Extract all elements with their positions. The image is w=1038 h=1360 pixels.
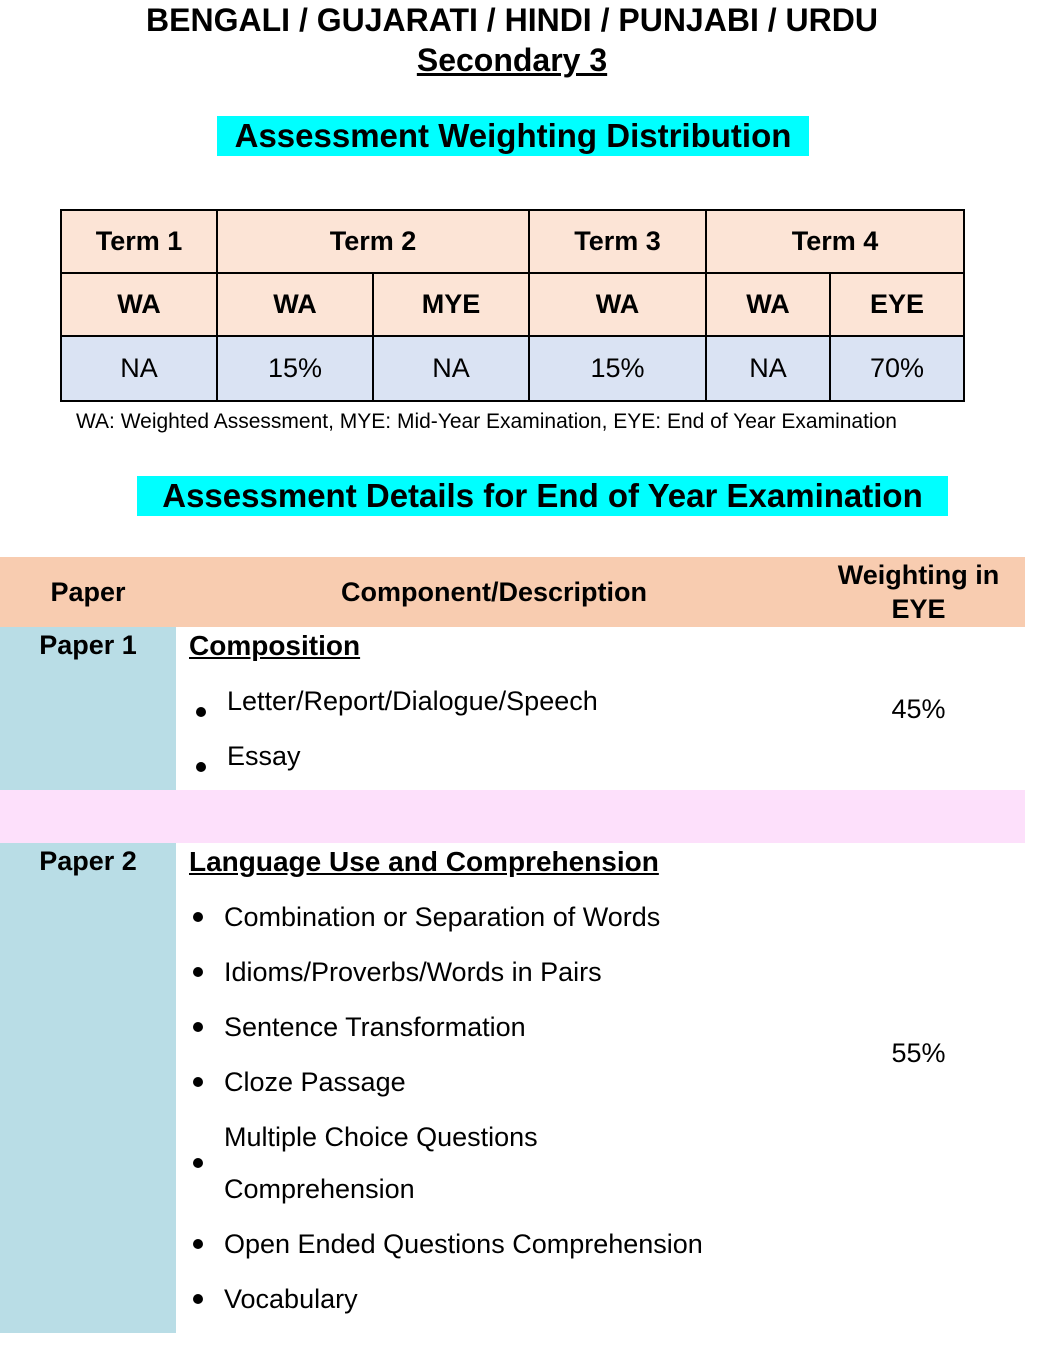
list-item: Letter/Report/Dialogue/Speech — [227, 684, 598, 739]
details-heading: Assessment Details for End of Year Examination — [137, 476, 948, 516]
term-row — [61, 210, 964, 273]
subtitle-text: Secondary 3 — [416, 42, 608, 78]
list-item: Sentence Transformation — [224, 1010, 703, 1044]
weight-value: NA — [373, 336, 529, 401]
weight-value: 15% — [217, 336, 373, 401]
weight-value: NA — [706, 336, 830, 401]
paper-2-title: Language Use and Comprehension — [189, 846, 659, 877]
component-header: WA — [61, 273, 217, 336]
list-item: Open Ended Questions Comprehension — [224, 1229, 703, 1259]
term-header: Term 3 — [529, 210, 706, 273]
paper-1-label: Paper 1 — [39, 630, 137, 660]
component-header: MYE — [373, 273, 529, 336]
weight-value: NA — [61, 336, 217, 401]
document-title: BENGALI / GUJARATI / HINDI / PUNJABI / URDU — [146, 2, 878, 38]
component-header: EYE — [830, 273, 964, 336]
list-item: Combination or Separation of Words — [224, 900, 703, 934]
term-header: Term 2 — [217, 210, 529, 273]
paper-2-weight: 55% — [891, 1038, 946, 1068]
list-item: Idioms/Proverbs/Words in Pairs — [224, 955, 703, 989]
separator-band — [0, 790, 1025, 843]
paper-1-items — [227, 684, 598, 794]
weight-value: 15% — [529, 336, 706, 401]
list-item: Cloze Passage — [224, 1065, 703, 1099]
list-item: Multiple Choice Questions Comprehension — [224, 1111, 644, 1215]
paper-2-cell — [0, 843, 176, 1333]
value-row — [61, 336, 964, 401]
paper-2-items — [224, 900, 703, 1337]
component-header: WA — [706, 273, 830, 336]
term-header: Term 1 — [61, 210, 217, 273]
list-item: Essay — [227, 739, 598, 794]
document-subtitle — [0, 42, 1024, 79]
weight-value: 70% — [830, 336, 964, 401]
component-row — [61, 273, 964, 336]
weighting-heading: Assessment Weighting Distribution — [217, 116, 809, 156]
term-header: Term 4 — [706, 210, 964, 273]
paper-1-title: Composition — [189, 630, 361, 661]
weighting-table — [60, 209, 965, 402]
paper-column-header: Paper — [50, 577, 126, 607]
component-column-header: Component/Description — [340, 577, 647, 607]
component-header: WA — [217, 273, 373, 336]
paper-2-label: Paper 2 — [39, 846, 137, 876]
list-item: Vocabulary — [224, 1282, 703, 1316]
weight-column-header: Weighting in EYE — [837, 560, 1000, 624]
paper-1-weight: 45% — [891, 694, 946, 724]
abbreviation-legend: WA: Weighted Assessment, MYE: Mid-Year Examination, EYE: End of Year Examination — [76, 410, 897, 433]
component-header: WA — [529, 273, 706, 336]
